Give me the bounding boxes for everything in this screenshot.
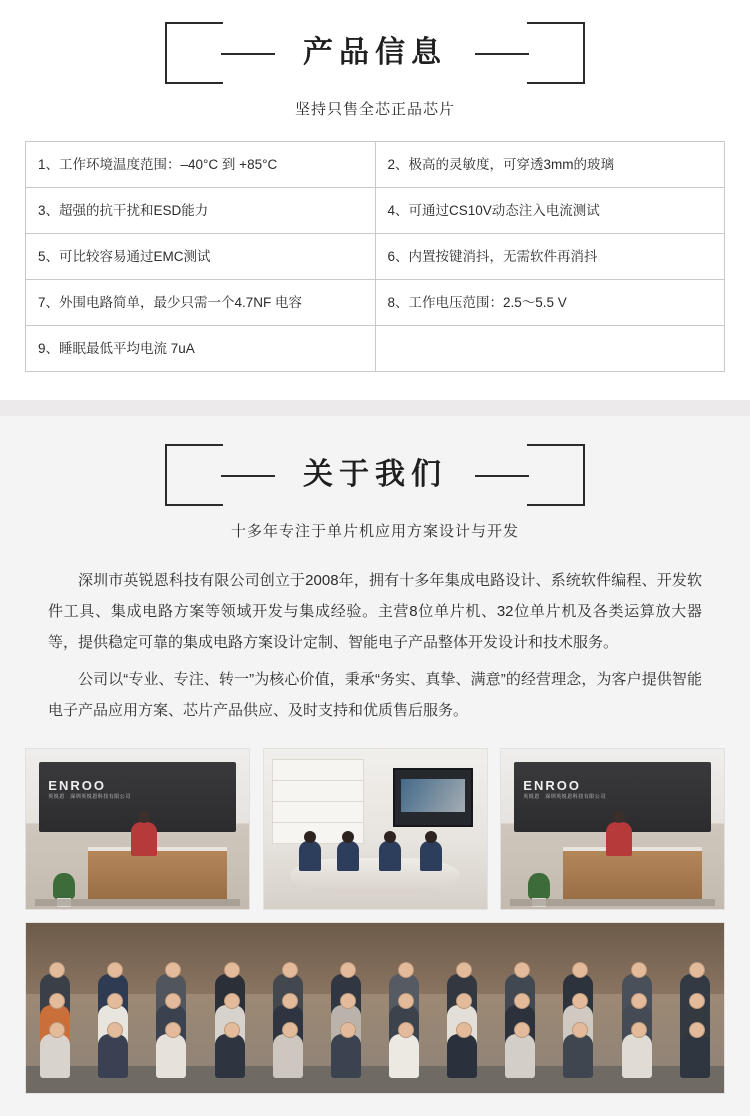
team-member <box>331 1034 361 1078</box>
attendee-figure <box>379 841 401 871</box>
attendee-figure <box>337 841 359 871</box>
team-row-front <box>26 1034 724 1078</box>
product-title-frame <box>165 22 585 84</box>
table-row <box>26 188 725 234</box>
table-row <box>26 326 725 372</box>
office-reception-photo-2 <box>500 748 725 910</box>
office-photo-row <box>25 748 725 910</box>
team-member <box>505 1034 535 1078</box>
about-paragraph: 公司以“专业、专注、转一”为核心价值，秉承“务实、真挚、满意”的经营理念，为客户提供智能电子产品应用方案、芯片产品供应、及时支持和优质售后服务。 <box>48 671 702 719</box>
team-member <box>563 1034 593 1078</box>
spec-cell: 2、极高的灵敏度，可穿透3mm的玻璃 <box>375 142 725 188</box>
spec-cell: 5、可比较容易通过EMC测试 <box>26 234 376 280</box>
company-team-group-photo <box>25 922 725 1094</box>
product-info-section <box>0 0 750 400</box>
meeting-room-photo <box>263 748 488 910</box>
floor-strip <box>510 899 715 905</box>
section-divider-band <box>0 400 750 416</box>
about-paragraph: 深圳市英锐恩科技有限公司创立于2008年，拥有十多年集成电路设计、系统软件编程、开发软件工具、集成电路方案等领域开发与集成经验。主营8位单片机、32位单片机及各类运算放大器等，提供稳定可靠的集成电路方案设计定制、智能电子产品整体开发设计和技术服务。 <box>48 572 702 651</box>
about-title-frame <box>165 444 585 506</box>
attendee-figure <box>420 841 442 871</box>
plant-icon <box>528 873 550 899</box>
team-member <box>447 1034 477 1078</box>
about-description <box>48 565 702 726</box>
about-subtitle: 十多年专注于单片机应用方案设计与开发 <box>230 523 519 540</box>
office-reception-photo <box>25 748 250 910</box>
spec-cell: 6、内置按键消抖，无需软件再消抖 <box>375 234 725 280</box>
plant-icon <box>53 873 75 899</box>
table-row <box>26 280 725 326</box>
receptionist-figure <box>606 822 632 856</box>
presentation-screen <box>393 768 473 826</box>
table-row <box>26 234 725 280</box>
team-member <box>98 1034 128 1078</box>
team-member <box>622 1034 652 1078</box>
team-member <box>389 1034 419 1078</box>
table-row <box>26 142 725 188</box>
about-title-block <box>0 444 750 541</box>
about-title: 关于我们 <box>303 458 447 491</box>
spec-cell: 1、工作环境温度范围：–40°C 到 +85°C <box>26 142 376 188</box>
team-member <box>40 1034 70 1078</box>
spec-cell: 8、工作电压范围：2.5～5.5 V <box>375 280 725 326</box>
team-member <box>156 1034 186 1078</box>
company-logo-on-wall: ENROO 英锐恩 深圳英锐恩科技有限公司 <box>523 777 606 800</box>
team-member <box>273 1034 303 1078</box>
spec-cell-empty <box>375 326 725 372</box>
team-member <box>680 1034 710 1078</box>
reception-desk <box>563 847 701 899</box>
page-title: 产品信息 <box>303 36 447 69</box>
product-title-block <box>0 22 750 119</box>
floor-strip <box>35 899 240 905</box>
product-spec-table <box>25 141 725 372</box>
spec-cell: 9、睡眠最低平均电流 7uA <box>26 326 376 372</box>
spec-cell: 7、外围电路简单，最少只需一个4.7NF 电容 <box>26 280 376 326</box>
reception-desk <box>88 847 226 899</box>
product-subtitle: 坚持只售全芯正品芯片 <box>294 101 455 118</box>
spec-cell: 4、可通过CS10V动态注入电流测试 <box>375 188 725 234</box>
spec-cell: 3、超强的抗干扰和ESD能力 <box>26 188 376 234</box>
about-us-section <box>0 416 750 1116</box>
team-member <box>215 1034 245 1078</box>
attendee-figure <box>299 841 321 871</box>
company-logo-on-wall: ENROO 英锐恩 深圳英锐恩科技有限公司 <box>48 777 131 800</box>
receptionist-figure <box>131 822 157 856</box>
